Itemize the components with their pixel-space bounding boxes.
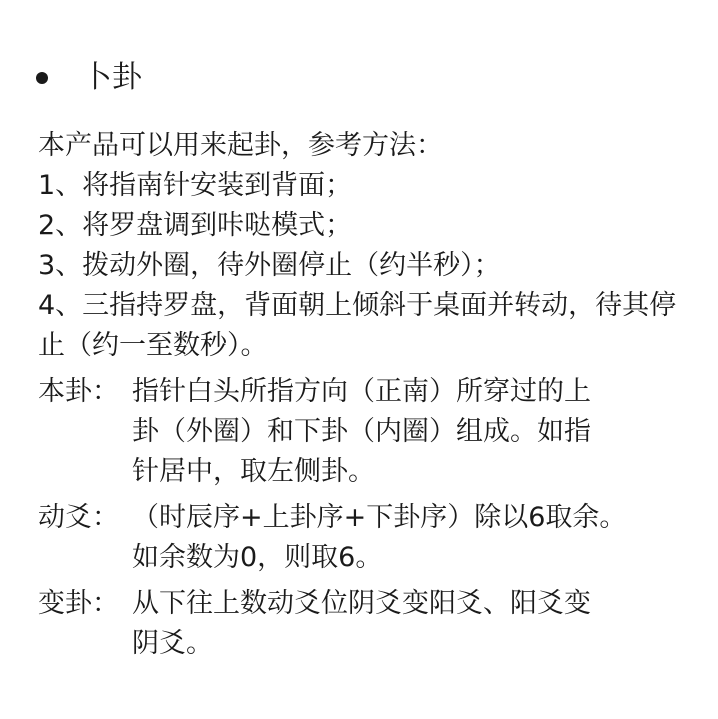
term-description — [132, 372, 688, 492]
term-label: 变卦： — [38, 588, 119, 619]
term-line: 从下往上数动爻位阴爻变阳爻、阳爻变 — [132, 588, 591, 619]
instructions-content — [38, 126, 688, 664]
term-description — [132, 498, 688, 578]
step-3: 3、拨动外圈，待外圈停止（约半秒）； — [38, 250, 501, 281]
term-line: 如余数为0，则取6。 — [132, 542, 383, 573]
term-description — [132, 584, 688, 664]
step-4: 4、三指持罗盘，背面朝上倾斜于桌面并转动，待其停止（约一至数秒）。 — [38, 290, 677, 361]
term-dongyao — [38, 498, 688, 578]
intro-text: 本产品可以用来起卦，参考方法： — [38, 130, 443, 161]
term-line: （时辰序+上卦序+下卦序）除以6取余。 — [132, 502, 627, 533]
heading-title: 卜卦 — [82, 60, 142, 95]
bullet-icon — [36, 72, 48, 84]
step-2: 2、将罗盘调到咔哒模式； — [38, 210, 353, 241]
term-line: 指针白头所指方向（正南）所穿过的上 — [132, 376, 591, 407]
term-label: 动爻： — [38, 502, 119, 533]
section-heading — [36, 52, 142, 104]
term-line: 阴爻。 — [132, 628, 213, 659]
term-biangua — [38, 584, 688, 664]
term-line: 针居中，取左侧卦。 — [132, 456, 375, 487]
term-line: 卦（外圈）和下卦（内圈）组成。如指 — [132, 416, 591, 447]
term-label: 本卦： — [38, 376, 119, 407]
step-1: 1、将指南针安装到背面； — [38, 170, 353, 201]
term-bengua — [38, 372, 688, 492]
